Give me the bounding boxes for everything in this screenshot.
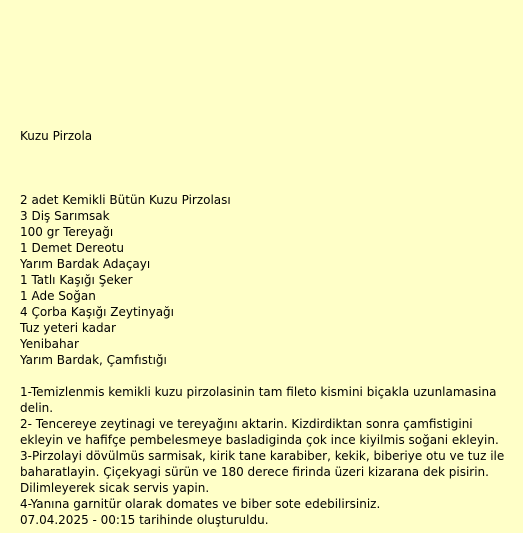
instruction-step: 4-Yanına garnitür olarak domates ve biber sote edebilirsiniz. xyxy=(20,497,381,511)
ingredient-item: 1 Tatlı Kaşığı Şeker xyxy=(20,273,133,287)
ingredient-item: 3 Diş Sarımsak xyxy=(20,209,110,223)
ingredient-item: 1 Ade Soğan xyxy=(20,289,96,303)
instruction-step: 1-Temizlenmis kemikli kuzu pirzolasinin tam fileto kismini biçakla uzunlamasina delin. xyxy=(20,385,497,415)
ingredient-item: 100 gr Tereyağı xyxy=(20,225,114,239)
ingredient-item: Yarım Bardak, Çamfıstığı xyxy=(20,353,167,367)
created-timestamp: 07.04.2025 - 00:15 tarihinde oluşturuldu. xyxy=(20,513,269,527)
ingredient-item: 1 Demet Dereotu xyxy=(20,241,124,255)
instruction-step: 2- Tencereye zeytinagi ve tereyağını aktarin. Kizdirdiktan sonra çamfistigini ekleyin ve hafifçe pembelesmeye basladiginda çok ince kiyilmis soğani ekleyin. xyxy=(20,417,499,447)
ingredient-item: Yenibahar xyxy=(20,337,79,351)
recipe-title: Kuzu Pirzola xyxy=(20,129,93,143)
instruction-list xyxy=(20,384,515,512)
ingredient-item: 2 adet Kemikli Bütün Kuzu Pirzolası xyxy=(20,193,231,207)
ingredient-item: 4 Çorba Kaşığı Zeytinyağı xyxy=(20,305,175,319)
ingredient-item: Tuz yeteri kadar xyxy=(20,321,116,335)
instruction-step: 3-Pirzolayi dövülmüs sarmisak, kirik tane karabiber, kekik, biberiye otu ve tuz ile baharatlayin. Çiçekyagi sürün ve 180 derece firinda üzeri kizarana dek pisirin. Dilimleyerek sicak servis yapin. xyxy=(20,449,505,495)
ingredient-item: Yarım Bardak Adaçayı xyxy=(20,257,151,271)
ingredient-list xyxy=(20,192,231,368)
